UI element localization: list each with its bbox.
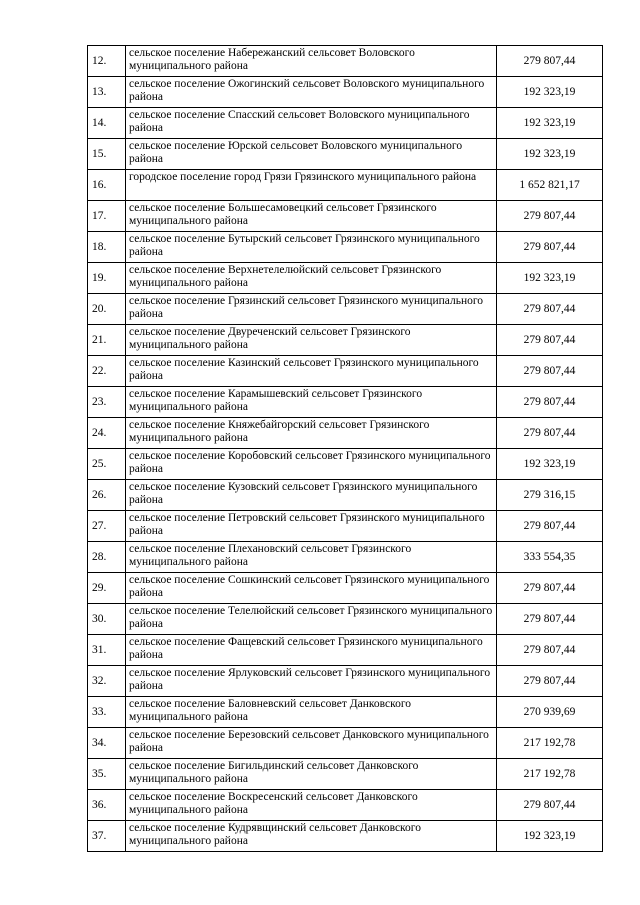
row-number: 35. [88,759,126,790]
allocation-amount: 333 554,35 [497,542,603,573]
table-row [88,728,603,759]
settlement-name: сельское поселение Двуреченский сельсовет Грязинского муниципального района [126,325,497,356]
settlement-name: сельское поселение Фащевский сельсовет Грязинского муниципального района [126,635,497,666]
allocation-table [87,45,603,852]
table-row [88,821,603,852]
table-row [88,77,603,108]
row-number: 15. [88,139,126,170]
table-row [88,573,603,604]
allocation-amount: 192 323,19 [497,108,603,139]
allocation-amount: 192 323,19 [497,139,603,170]
table-row [88,387,603,418]
allocation-amount: 279 807,44 [497,418,603,449]
row-number: 13. [88,77,126,108]
row-number: 28. [88,542,126,573]
allocation-amount: 279 807,44 [497,573,603,604]
allocation-amount: 279 807,44 [497,511,603,542]
settlement-name: сельское поселение Спасский сельсовет Воловского муниципального района [126,108,497,139]
allocation-amount: 217 192,78 [497,728,603,759]
allocation-amount: 279 807,44 [497,356,603,387]
settlement-name: сельское поселение Ожогинский сельсовет Воловского муниципального района [126,77,497,108]
row-number: 30. [88,604,126,635]
settlement-name: сельское поселение Княжебайгорский сельсовет Грязинского муниципального района [126,418,497,449]
row-number: 37. [88,821,126,852]
table-row [88,294,603,325]
settlement-name: сельское поселение Верхнетелелюйский сельсовет Грязинского муниципального района [126,263,497,294]
allocation-amount: 279 807,44 [497,46,603,77]
allocation-amount: 279 807,44 [497,325,603,356]
settlement-name: сельское поселение Телелюйский сельсовет Грязинского муниципального района [126,604,497,635]
row-number: 22. [88,356,126,387]
allocation-amount: 192 323,19 [497,77,603,108]
settlement-name: сельское поселение Кузовский сельсовет Грязинского муниципального района [126,480,497,511]
settlement-name: сельское поселение Сошкинский сельсовет Грязинского муниципального района [126,573,497,604]
allocation-amount: 1 652 821,17 [497,170,603,201]
table-row [88,480,603,511]
settlement-name: сельское поселение Карамышевский сельсовет Грязинского муниципального района [126,387,497,418]
allocation-amount: 279 316,15 [497,480,603,511]
row-number: 16. [88,170,126,201]
settlement-name: сельское поселение Бигильдинский сельсовет Данковского муниципального района [126,759,497,790]
row-number: 34. [88,728,126,759]
allocation-amount: 217 192,78 [497,759,603,790]
allocation-amount: 279 807,44 [497,201,603,232]
row-number: 25. [88,449,126,480]
table-row [88,635,603,666]
row-number: 19. [88,263,126,294]
row-number: 31. [88,635,126,666]
settlement-name: сельское поселение Плехановский сельсовет Грязинского муниципального района [126,542,497,573]
row-number: 18. [88,232,126,263]
settlement-name: сельское поселение Грязинский сельсовет Грязинского муниципального района [126,294,497,325]
table-row [88,604,603,635]
allocation-amount: 192 323,19 [497,263,603,294]
table-row [88,356,603,387]
table-row [88,418,603,449]
table-row [88,201,603,232]
settlement-name: сельское поселение Березовский сельсовет Данковского муниципального района [126,728,497,759]
settlement-name: сельское поселение Баловневский сельсовет Данковского муниципального района [126,697,497,728]
row-number: 23. [88,387,126,418]
allocation-amount: 279 807,44 [497,790,603,821]
table-row [88,170,603,201]
table-row [88,697,603,728]
row-number: 32. [88,666,126,697]
row-number: 12. [88,46,126,77]
settlement-name: сельское поселение Бутырский сельсовет Грязинского муниципального района [126,232,497,263]
table-row [88,790,603,821]
table-row [88,325,603,356]
allocation-table-body [88,46,603,852]
row-number: 24. [88,418,126,449]
settlement-name: сельское поселение Петровский сельсовет Грязинского муниципального района [126,511,497,542]
row-number: 21. [88,325,126,356]
settlement-name: сельское поселение Набережанский сельсовет Воловского муниципального района [126,46,497,77]
allocation-amount: 279 807,44 [497,387,603,418]
allocation-amount: 279 807,44 [497,666,603,697]
settlement-name: сельское поселение Ярлуковский сельсовет Грязинского муниципального района [126,666,497,697]
row-number: 17. [88,201,126,232]
table-row [88,139,603,170]
table-row [88,759,603,790]
settlement-name: сельское поселение Казинский сельсовет Грязинского муниципального района [126,356,497,387]
table-row [88,232,603,263]
settlement-name: сельское поселение Большесамовецкий сельсовет Грязинского муниципального района [126,201,497,232]
row-number: 36. [88,790,126,821]
settlement-name: сельское поселение Юрской сельсовет Воловского муниципального района [126,139,497,170]
row-number: 20. [88,294,126,325]
allocation-amount: 279 807,44 [497,232,603,263]
allocation-amount: 279 807,44 [497,635,603,666]
row-number: 27. [88,511,126,542]
row-number: 14. [88,108,126,139]
settlement-name: сельское поселение Кудрявщинский сельсовет Данковского муниципального района [126,821,497,852]
row-number: 26. [88,480,126,511]
settlement-name: сельское поселение Коробовский сельсовет Грязинского муниципального района [126,449,497,480]
settlement-name: сельское поселение Воскресенский сельсовет Данковского муниципального района [126,790,497,821]
table-row [88,263,603,294]
allocation-amount: 270 939,69 [497,697,603,728]
table-row [88,449,603,480]
table-row [88,46,603,77]
table-row [88,666,603,697]
table-row [88,108,603,139]
allocation-amount: 279 807,44 [497,294,603,325]
allocation-amount: 279 807,44 [497,604,603,635]
row-number: 29. [88,573,126,604]
table-row [88,542,603,573]
table-row [88,511,603,542]
allocation-amount: 192 323,19 [497,821,603,852]
row-number: 33. [88,697,126,728]
allocation-amount: 192 323,19 [497,449,603,480]
settlement-name: городское поселение город Грязи Грязинского муниципального района [126,170,497,201]
